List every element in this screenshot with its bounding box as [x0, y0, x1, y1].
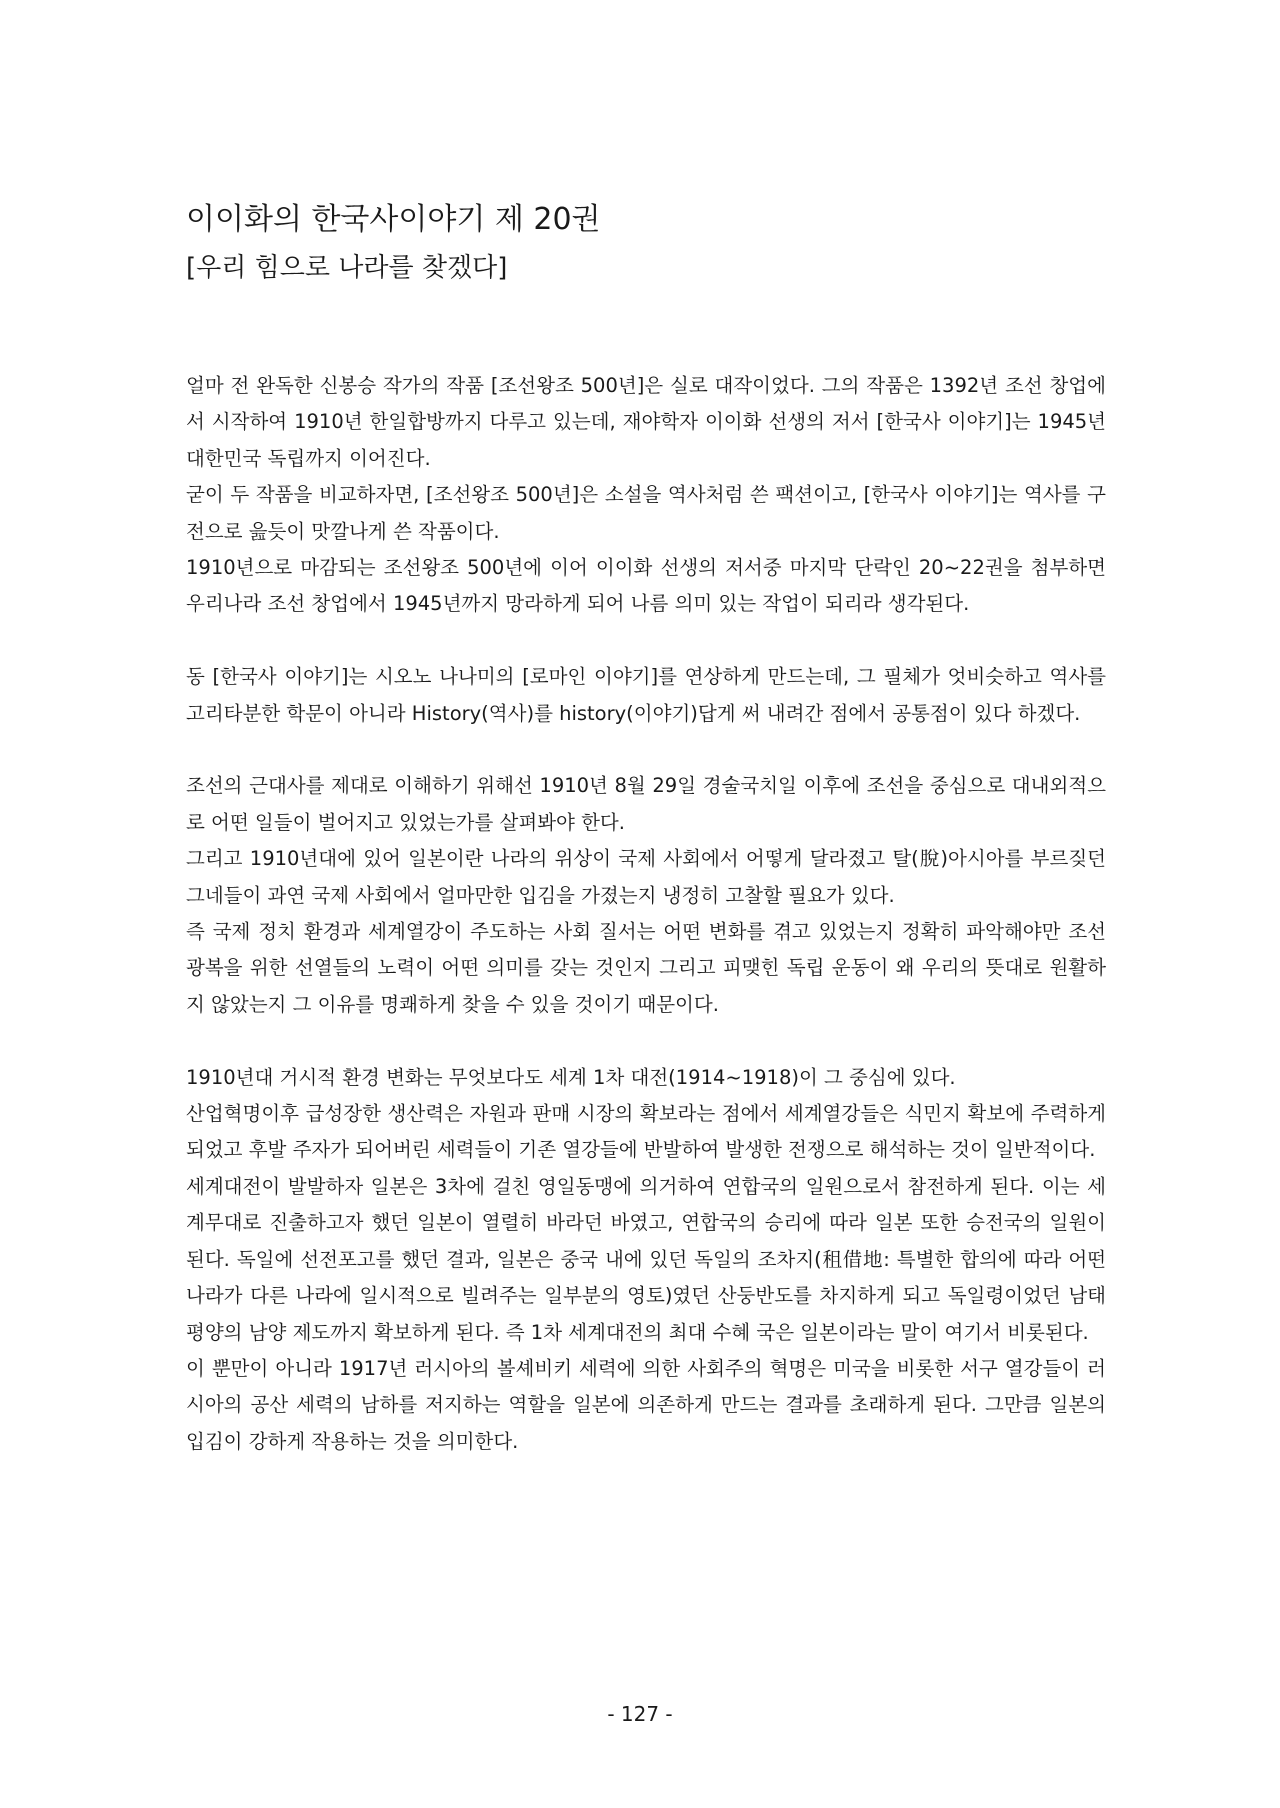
- body-text: [186, 368, 1106, 1460]
- paragraph: 세계대전이 발발하자 일본은 3차에 걸친 영일동맹에 의거하여 연합국의 일원으로서 참전하게 된다. 이는 세계무대로 진출하고자 했던 일본이 열렬히 바라던 바였고, 연합국의 승리에 따라 일본 또한 승전국의 일원이 된다. 독일에 선전포고를 했던 결과, 일본은 중국 내에 있던 독일의 조차지(租借地: 특별한 합의에 따라 어떤 나라가 다른 나라에 일시적으로 빌려주는 일부분의 영토)였던 산둥반도를 차지하게 되고 독일령이었던 남태평양의 남양 제도까지 확보하게 된다. 즉 1차 세계대전의 최대 수혜 국은 일본이라는 말이 여기서 비롯된다.: [186, 1174, 1106, 1344]
- paragraph: 얼마 전 완독한 신봉승 작가의 작품 [조선왕조 500년]은 실로 대작이었다. 그의 작품은 1392년 조선 창업에서 시작하여 1910년 한일합방까지 다루고 있는데, 재야학자 이이화 선생의 저서 [한국사 이야기]는 1945년 대한민국 독립까지 이어진다.: [186, 374, 1106, 470]
- page-title: 이이화의 한국사이야기 제 20권: [186, 202, 601, 237]
- paragraph: 1910년으로 마감되는 조선왕조 500년에 이어 이이화 선생의 저서중 마지막 단락인 20~22권을 첨부하면 우리나라 조선 창업에서 1945년까지 망라하게 되어 나름 의미 있는 작업이 되리라 생각된다.: [186, 556, 1106, 616]
- page-number: - 127 -: [607, 1702, 673, 1726]
- paragraph: 산업혁명이후 급성장한 생산력은 자원과 판매 시장의 확보라는 점에서 세계열강들은 식민지 확보에 주력하게 되었고 후발 주자가 되어버린 세력들이 기존 열강들에 반발하여 발생한 전쟁으로 해석하는 것이 일반적이다.: [186, 1102, 1106, 1162]
- paragraph: 그리고 1910년대에 있어 일본이란 나라의 위상이 국제 사회에서 어떻게 달라졌고 탈(脫)아시아를 부르짖던 그네들이 과연 국제 사회에서 얼마만한 입김을 가졌는지 냉정히 고찰할 필요가 있다.: [186, 847, 1106, 907]
- paragraph-gap: [186, 732, 1106, 768]
- title-block: [186, 200, 1106, 286]
- paragraph: 동 [한국사 이야기]는 시오노 나나미의 [로마인 이야기]를 연상하게 만드는데, 그 필체가 엇비슷하고 역사를 고리타분한 학문이 아니라 History(역사)를 history(이야기)답게 써 내려간 점에서 공통점이 있다 하겠다.: [186, 665, 1106, 725]
- paragraph: 굳이 두 작품을 비교하자면, [조선왕조 500년]은 소설을 역사처럼 쓴 팩션이고, [한국사 이야기]는 역사를 구전으로 읊듯이 맛깔나게 쓴 작품이다.: [186, 483, 1106, 543]
- paragraph-gap: [186, 1023, 1106, 1059]
- paragraph: 조선의 근대사를 제대로 이해하기 위해선 1910년 8월 29일 경술국치일 이후에 조선을 중심으로 대내외적으로 어떤 일들이 벌어지고 있었는가를 살펴봐야 한다.: [186, 774, 1106, 834]
- paragraph: 이 뿐만이 아니라 1917년 러시아의 볼셰비키 세력에 의한 사회주의 혁명은 미국을 비롯한 서구 열강들이 러시아의 공산 세력의 남하를 저지하는 역할을 일본에 의존하게 만드는 결과를 초래하게 된다. 그만큼 일본의 입김이 강하게 작용하는 것을 의미한다.: [186, 1356, 1106, 1453]
- paragraph: 1910년대 거시적 환경 변화는 무엇보다도 세계 1차 대전(1914~1918)이 그 중심에 있다.: [186, 1065, 956, 1089]
- paragraph: 즉 국제 정치 환경과 세계열강이 주도하는 사회 질서는 어떤 변화를 겪고 있었는지 정확히 파악해야만 조선 광복을 위한 선열들의 노력이 어떤 의미를 갖는 것인지 그리고 피맺힌 독립 운동이 왜 우리의 뜻대로 원활하지 않았는지 그 이유를 명쾌하게 찾을 수 있을 것이기 때문이다.: [186, 920, 1106, 1016]
- page-subtitle: [우리 힘으로 나라를 찾겠다]: [186, 253, 508, 283]
- paragraph-gap: [186, 623, 1106, 659]
